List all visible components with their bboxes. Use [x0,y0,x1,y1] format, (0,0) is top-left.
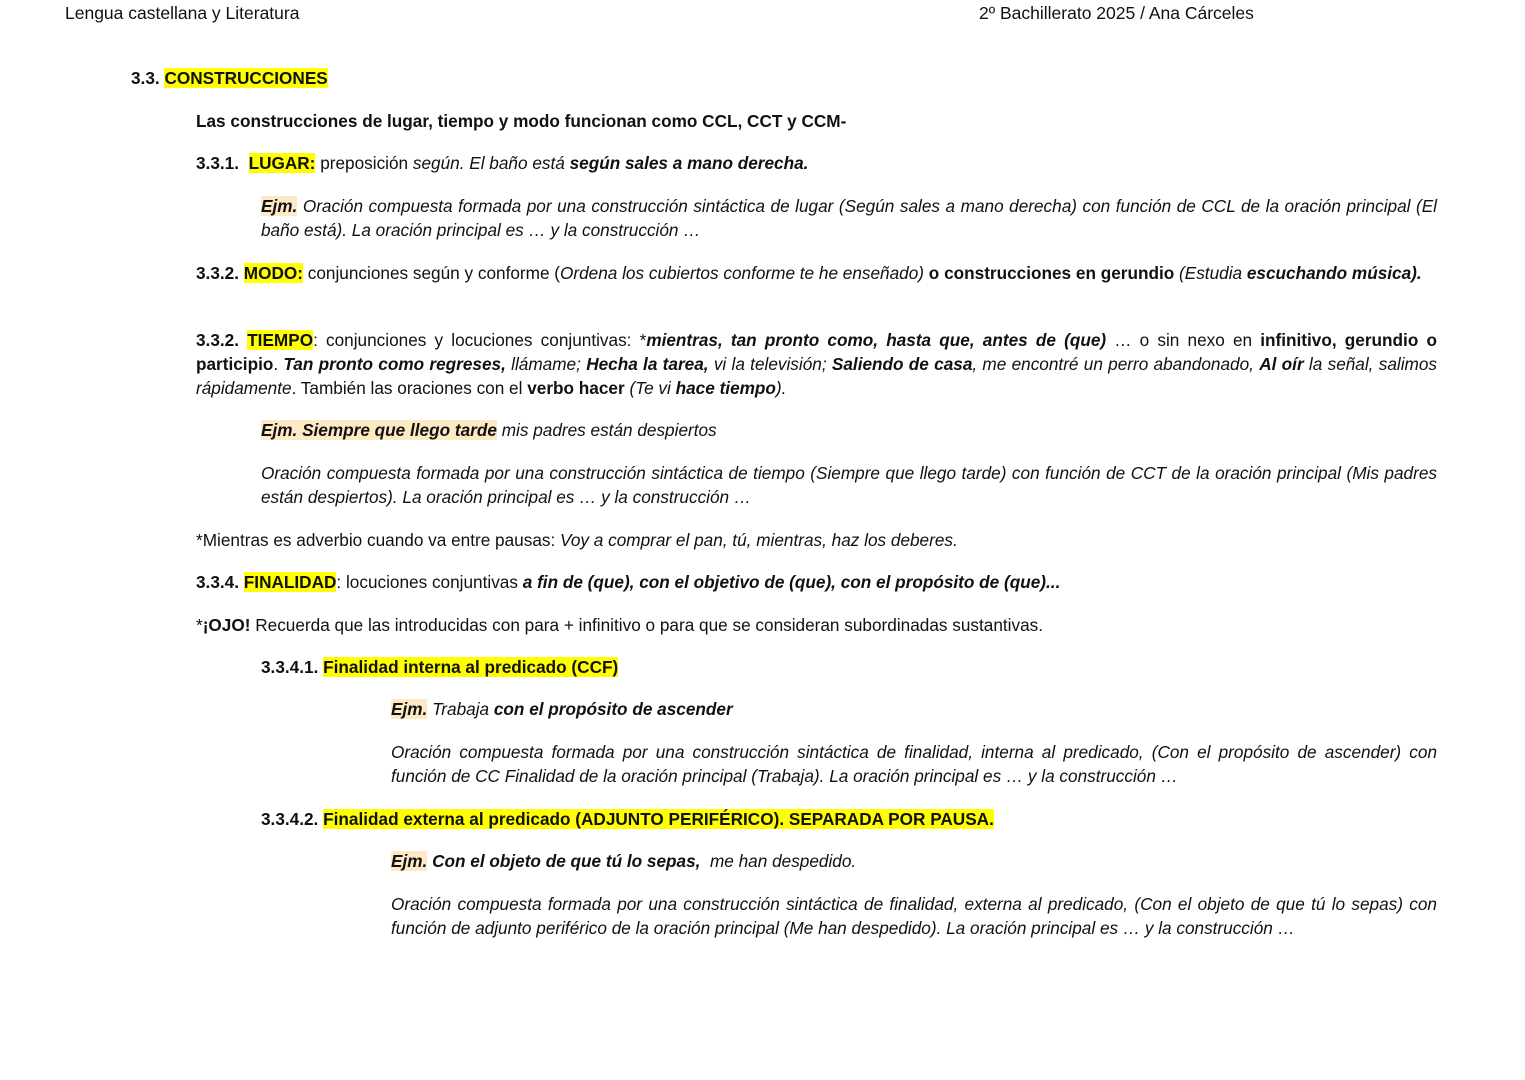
finalidad-label: FINALIDAD [243,572,337,592]
modo-gerund-example: (Estudia [1179,263,1247,283]
finalidad-externa-analysis: Oración compuesta formada por una construcción sintáctica de finalidad, externa al predicado, (Con el objeto de que tú lo sepas) con función de adjunto periférico de la oración principal (Me han despedido). La oración principal es … y la construcción … [391,894,1437,938]
tiempo-nonfinite-forms: infinitivo, gerundio o participio [196,330,1437,374]
mientras-note [196,528,958,552]
ojo-label: ¡OJO! [202,615,251,635]
tiempo-example: (Te vi [624,378,676,398]
finalidad-interna-example-construction: con el propósito de ascender [493,699,733,719]
finalidad-text: : locuciones conjuntivas [336,572,523,592]
modo-text: conjunciones según y conforme ( [303,263,560,283]
tiempo-example: vi la televisión; [708,354,832,374]
finalidad-externa-example-main: me han despedido. [700,851,857,871]
finalidad-interna-heading [261,655,618,679]
section-intro: Las construcciones de lugar, tiempo y modo funcionan como CCL, CCT y CCM- [196,111,847,131]
header-course: Lengua castellana y Literatura [65,3,300,23]
tiempo-example-rest: mis padres están despiertos [496,420,717,440]
tiempo-example: Tan pronto como regreses, [283,354,506,374]
section-title: CONSTRUCCIONES [164,68,328,88]
tiempo-example: Hecha la tarea, [586,354,709,374]
finalidad-number: 3.3.4. [196,572,240,592]
finalidad-externa-number: 3.3.4.2. [261,809,319,829]
finalidad-externa-heading [261,807,994,831]
tiempo-example: la señal, salimos rápidamente [196,354,1438,398]
page-header [0,3,1525,27]
lugar-example-analysis: Oración compuesta formada por una construcción sintáctica de lugar (Según sales a mano derecha) con función de CCL de la oración principal (El baño está). La oración principal es … y la construcción … [261,196,1437,240]
ojo-asterisk: * [196,615,203,635]
modo-gerund-construction: escuchando música). [1246,263,1422,283]
tiempo-text: . [273,354,284,374]
tiempo-paragraph [196,328,1437,400]
tiempo-example: llámame; [505,354,587,374]
example-label: Ejm. Siempre que llego tarde [261,420,497,440]
example-label: Ejm. [391,699,428,719]
section-number: 3.3. [131,68,160,88]
lugar-example [261,194,1437,242]
tiempo-example-analysis: Oración compuesta formada por una construcción sintáctica de tiempo (Siempre que llego tarde) con función de CCT de la oración principal (Mis padres están despiertos). La oración principal es … y la construcción … [261,463,1437,507]
modo-number: 3.3.2. [196,263,240,283]
modo-paragraph [196,261,1437,285]
header-level-author: 2º Bachillerato 2025 / Ana Cárceles [979,3,1254,23]
example-label: Ejm. [391,851,428,871]
modo-gerund-text: o construcciones en gerundio [924,263,1180,283]
finalidad-externa-example [391,849,856,873]
finalidad-interna-analysis: Oración compuesta formada por una construcción sintáctica de finalidad, interna al predicado, (Con el propósito de ascender) con función de CC Finalidad de la oración principal (Trabaja). La oración principal es … y la construcción … [391,742,1437,786]
tiempo-example: Saliendo de casa [831,354,973,374]
mientras-note-text: *Mientras es adverbio cuando va entre pausas: [196,530,561,550]
modo-example: Ordena los cubiertos conforme te he enseñado) [560,263,925,283]
tiempo-label: TIEMPO [247,330,314,350]
tiempo-text: : conjunciones y locuciones conjuntivas: * [313,330,647,350]
tiempo-conjunctions: mientras, tan pronto como, hasta que, antes de (que) [646,330,1107,350]
finalidad-interna-number: 3.3.4.1. [261,657,319,677]
finalidad-externa-example-construction: Con el objeto de que tú lo sepas, [427,851,701,871]
modo-label: MODO: [243,263,303,283]
lugar-label: LUGAR: [248,153,316,173]
lugar-example-construction: según sales a mano derecha. [569,153,809,173]
finalidad-paragraph [196,570,1060,594]
tiempo-example-sentence [261,418,717,442]
lugar-paragraph [196,151,808,175]
example-label: Ejm. [261,196,298,216]
ojo-note-text: Recuerda que las introducidas con para + infinitivo o para que se consideran subordinadas sustantivas. [250,615,1043,635]
tiempo-example: , me encontré un perro abandonado, [972,354,1260,374]
finalidad-externa-label: Finalidad externa al predicado (ADJUNTO PERIFÉRICO). SEPARADA POR PAUSA. [323,809,994,829]
tiempo-text: . También las oraciones con el [291,378,528,398]
tiempo-number: 3.3.2. [196,330,240,350]
finalidad-conjunctions: a fin de (que), con el objetivo de (que), con el propósito de (que)... [522,572,1061,592]
finalidad-interna-example [391,697,733,721]
tiempo-verbo-hacer: verbo hacer [527,378,625,398]
tiempo-example: hace tiempo [675,378,776,398]
lugar-number: 3.3.1. [196,153,240,173]
tiempo-example: ). [775,378,787,398]
finalidad-interna-label: Finalidad interna al predicado (CCF) [323,657,619,677]
lugar-text: preposición [315,153,413,173]
tiempo-example: Al oír [1259,354,1304,374]
mientras-note-example: Voy a comprar el pan, tú, mientras, haz los deberes. [560,530,958,550]
lugar-example-intro: según. El baño está [412,153,570,173]
finalidad-interna-example-verb: Trabaja [427,699,494,719]
tiempo-text: … o sin nexo en [1106,330,1261,350]
section-heading [131,66,328,90]
ojo-note [196,613,1043,637]
